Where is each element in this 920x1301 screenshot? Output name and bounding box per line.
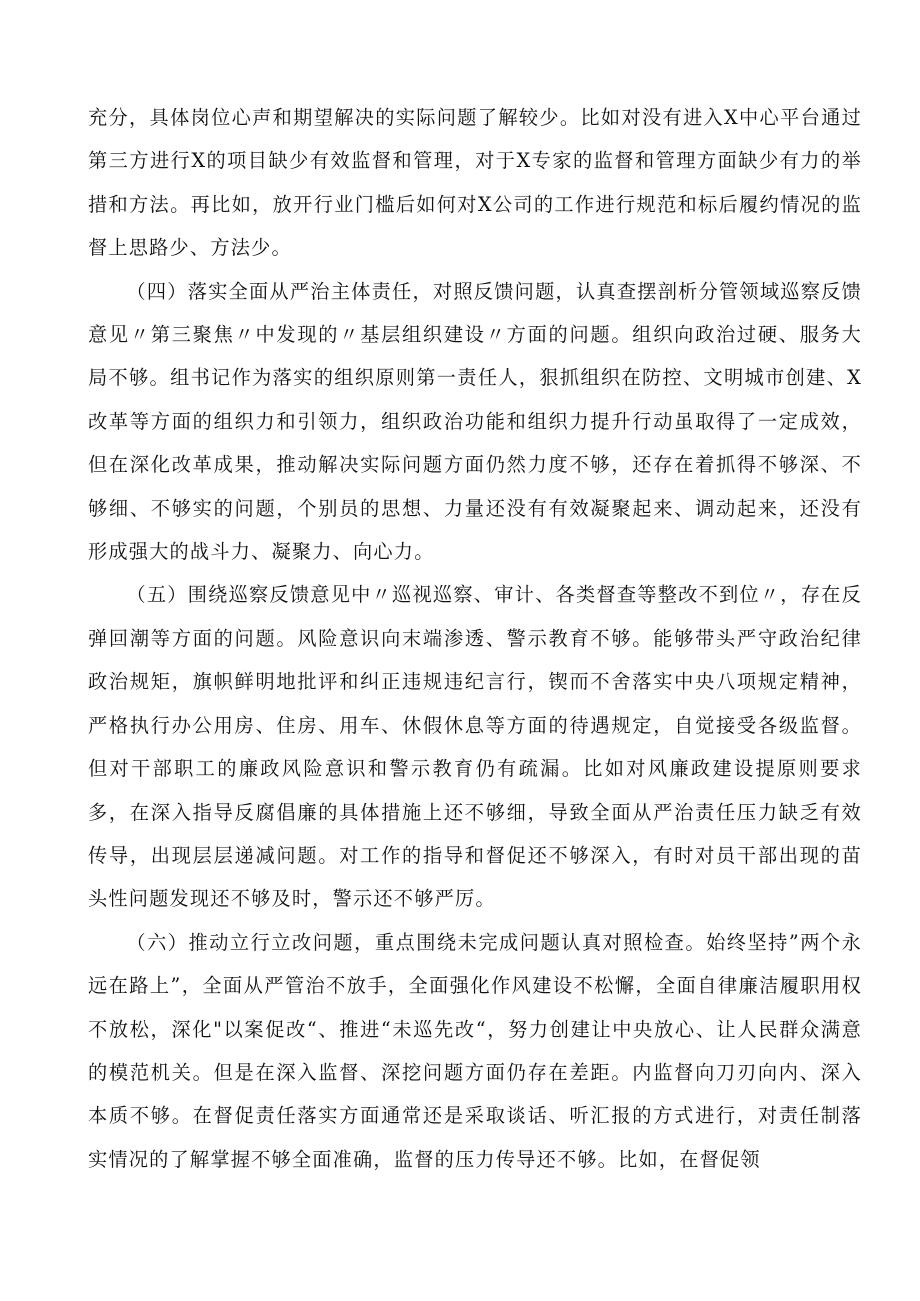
paragraph-continuation: 充分，具体岗位心声和期望解决的实际问题了解较少。比如对没有进入X中心平台通过第三方进行X的项目缺少有效监督和管理，对于X专家的监督和管理方面缺少有力的举措和方法。再比如，放开行业门槛后如何对X公司的工作进行规范和标后履约情况的监督上思路少、方法少。 bbox=[88, 106, 862, 260]
paragraph-section-5: （五）围绕巡察反馈意见中〃巡视巡察、审计、各类督查等整改不到位〃，存在反弹回潮等方面的问题。风险意识向末端渗透、警示教育不够。能够带头严守政治纪律政治规矩，旗帜鲜明地批评和纠正违规违纪言行，锲而不舍落实中央八项规定精神，严格执行办公用房、住房、用车、休假休息等方面的待遇规定，自觉接受各级监督。但对干部职工的廉政风险意识和警示教育仍有疏漏。比如对风廉政建设提原则要求多，在深入指导反腐倡廉的具体措施上还不够细，导致全面从严治责任压力缺乏有效传导，出现层层递减问题。对工作的指导和督促还不够深入，有时对员干部出现的苗头性问题发现还不够及时，警示还不够严厉。 bbox=[88, 583, 862, 911]
document-body bbox=[88, 96, 862, 1181]
paragraph-section-6: （六）推动立行立改问题，重点围绕未完成问题认真对照检查。始终坚持”两个永远在路上”，全面从严管治不放手，全面强化作风建设不松懈，全面自律廉洁履职用权不放松，深化"以案促改“、推进“未巡先改“，努力创建让中央放心、让人民群众满意的模范机关。但是在深入监督、深挖问题方面仍存在差距。内监督向刀刃向内、深入本质不够。在督促责任落实方面通常还是采取谈话、听汇报的方式进行，对责任制落实情况的了解掌握不够全面准确，监督的压力传导还不够。比如，在督促领 bbox=[88, 930, 862, 1171]
paragraph-section-4: （四）落实全面从严治主体责任，对照反馈问题，认真查摆剖析分管领域巡察反馈意见〃第三聚焦〃中发现的〃基层组织建设〃方面的问题。组织向政治过硬、服务大局不够。组书记作为落实的组织原则第一责任人，狠抓组织在防控、文明城市创建、X改革等方面的组织力和引领力，组织政治功能和组织力提升行动虽取得了一定成效，但在深化改革成果，推动解决实际问题方面仍然力度不够，还存在着抓得不够深、不够细、不够实的问题，个别员的思想、力量还没有有效凝聚起来、调动起来，还没有形成强大的战斗力、凝聚力、向心力。 bbox=[88, 279, 862, 564]
